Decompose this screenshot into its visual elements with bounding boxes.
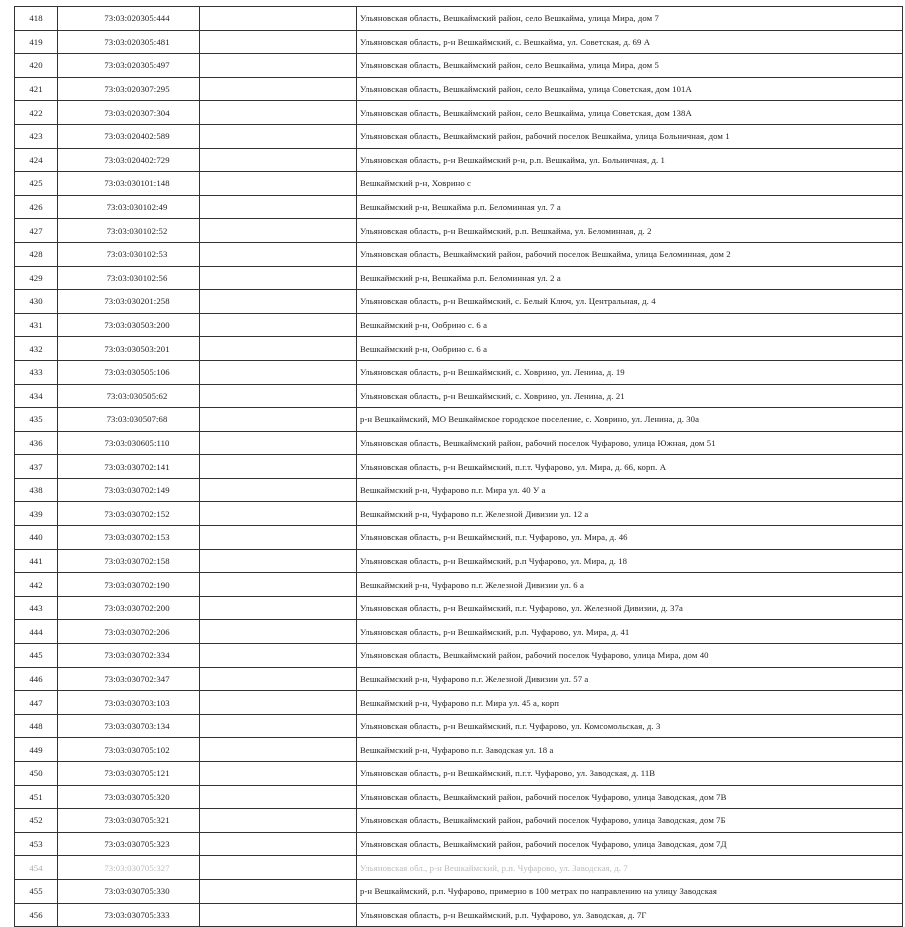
row-number-cell: 422 bbox=[15, 101, 58, 125]
row-number-cell: 429 bbox=[15, 266, 58, 290]
blank-cell bbox=[200, 148, 357, 172]
cadastral-number-cell: 73:03:030702:206 bbox=[58, 620, 200, 644]
row-number-cell: 450 bbox=[15, 762, 58, 786]
address-cell: Ульяновская область, Вешкаймский район, рабочий поселок Чуфарово, улица Южная, дом 51 bbox=[357, 431, 903, 455]
address-cell: Вешкаймский р-н, Чуфарово п.г. Железной Дивизии ул. 12 а bbox=[357, 502, 903, 526]
address-cell: Вешкаймский р-н, Чуфарово п.г. Заводская ул. 18 а bbox=[357, 738, 903, 762]
address-cell: Ульяновская область, р-н Вешкаймский, с. Ховрино, ул. Ленина, д. 19 bbox=[357, 360, 903, 384]
cadastral-number-cell: 73:03:030702:200 bbox=[58, 596, 200, 620]
cadastral-number-cell: 73:03:030201:258 bbox=[58, 290, 200, 314]
row-number-cell: 428 bbox=[15, 242, 58, 266]
table-row bbox=[15, 54, 903, 78]
row-number-cell: 426 bbox=[15, 195, 58, 219]
table-row bbox=[15, 266, 903, 290]
row-number-cell: 455 bbox=[15, 879, 58, 903]
table-row bbox=[15, 455, 903, 479]
row-number-cell: 449 bbox=[15, 738, 58, 762]
address-cell: Ульяновская область, Вешкаймский район, рабочий поселок Чуфарово, улица Заводская, дом 7Б bbox=[357, 809, 903, 833]
table-row bbox=[15, 148, 903, 172]
address-cell: р-н Вешкаймский, р.п. Чуфарово, примерно в 100 метрах по направлению на улицу Заводская bbox=[357, 879, 903, 903]
row-number-cell: 442 bbox=[15, 573, 58, 597]
row-number-cell: 445 bbox=[15, 644, 58, 668]
row-number-cell: 436 bbox=[15, 431, 58, 455]
blank-cell bbox=[200, 691, 357, 715]
blank-cell bbox=[200, 549, 357, 573]
row-number-cell: 431 bbox=[15, 313, 58, 337]
blank-cell bbox=[200, 313, 357, 337]
table-row bbox=[15, 667, 903, 691]
cadastral-number-cell: 73:03:020305:481 bbox=[58, 30, 200, 54]
table-row bbox=[15, 101, 903, 125]
table-row bbox=[15, 832, 903, 856]
cadastral-number-cell: 73:03:030102:52 bbox=[58, 219, 200, 243]
address-cell: Ульяновская обл., р-н Вешкаймский, р.п. Чуфарово, ул. Заводская, д. 7 bbox=[357, 856, 903, 880]
row-number-cell: 440 bbox=[15, 526, 58, 550]
blank-cell bbox=[200, 809, 357, 833]
blank-cell bbox=[200, 502, 357, 526]
table-row bbox=[15, 573, 903, 597]
blank-cell bbox=[200, 172, 357, 196]
address-cell: Ульяновская область, Вешкаймский район, село Вешкайма, улица Мира, дом 7 bbox=[357, 7, 903, 31]
blank-cell bbox=[200, 455, 357, 479]
address-cell: Ульяновская область, Вешкаймский район, рабочий поселок Вешкайма, улица Беломинная, дом 2 bbox=[357, 242, 903, 266]
blank-cell bbox=[200, 667, 357, 691]
table-row bbox=[15, 313, 903, 337]
blank-cell bbox=[200, 266, 357, 290]
blank-cell bbox=[200, 644, 357, 668]
blank-cell bbox=[200, 903, 357, 927]
row-number-cell: 437 bbox=[15, 455, 58, 479]
blank-cell bbox=[200, 431, 357, 455]
blank-cell bbox=[200, 738, 357, 762]
cadastral-number-cell: 73:03:030705:323 bbox=[58, 832, 200, 856]
cadastral-number-cell: 73:03:030101:148 bbox=[58, 172, 200, 196]
table-row bbox=[15, 124, 903, 148]
cadastral-number-cell: 73:03:030703:103 bbox=[58, 691, 200, 715]
cadastral-number-cell: 73:03:030702:153 bbox=[58, 526, 200, 550]
row-number-cell: 434 bbox=[15, 384, 58, 408]
blank-cell bbox=[200, 526, 357, 550]
table-row bbox=[15, 408, 903, 432]
row-number-cell: 451 bbox=[15, 785, 58, 809]
address-cell: Ульяновская область, р-н Вешкаймский, п.г. Чуфарово, ул. Мира, д. 46 bbox=[357, 526, 903, 550]
table-row bbox=[15, 77, 903, 101]
blank-cell bbox=[200, 242, 357, 266]
cadastral-number-cell: 73:03:030702:347 bbox=[58, 667, 200, 691]
row-number-cell: 423 bbox=[15, 124, 58, 148]
cadastral-number-cell: 73:03:030702:152 bbox=[58, 502, 200, 526]
row-number-cell: 420 bbox=[15, 54, 58, 78]
table-row bbox=[15, 360, 903, 384]
cadastral-number-cell: 73:03:030702:141 bbox=[58, 455, 200, 479]
cadastral-number-cell: 73:03:020402:729 bbox=[58, 148, 200, 172]
table-row bbox=[15, 762, 903, 786]
row-number-cell: 439 bbox=[15, 502, 58, 526]
cadastral-number-cell: 73:03:030702:334 bbox=[58, 644, 200, 668]
address-cell: Ульяновская область, Вешкаймский район, рабочий поселок Чуфарово, улица Заводская, дом 7Д bbox=[357, 832, 903, 856]
cadastral-number-cell: 73:03:030507:68 bbox=[58, 408, 200, 432]
table-row bbox=[15, 596, 903, 620]
address-cell: Вешкаймский р-н, Вешкайма р.п. Беломинная ул. 7 а bbox=[357, 195, 903, 219]
table-row bbox=[15, 337, 903, 361]
cadastral-number-cell: 73:03:030705:102 bbox=[58, 738, 200, 762]
cadastral-number-cell: 73:03:020305:444 bbox=[58, 7, 200, 31]
address-cell: Ульяновская область, р-н Вешкаймский, п.г.т. Чуфарово, ул. Заводская, д. 11В bbox=[357, 762, 903, 786]
address-cell: р-н Вешкаймский, МО Вешкаймское городское поселение, с. Ховрино, ул. Ленина, д. 30а bbox=[357, 408, 903, 432]
blank-cell bbox=[200, 54, 357, 78]
cadastral-number-cell: 73:03:030503:200 bbox=[58, 313, 200, 337]
address-cell: Ульяновская область, р-н Вешкаймский, с. Белый Ключ, ул. Центральная, д. 4 bbox=[357, 290, 903, 314]
cadastral-number-cell: 73:03:030505:106 bbox=[58, 360, 200, 384]
row-number-cell: 427 bbox=[15, 219, 58, 243]
cadastral-number-cell: 73:03:030705:330 bbox=[58, 879, 200, 903]
address-cell: Ульяновская область, Вешкаймский район, рабочий поселок Вешкайма, улица Больничная, дом 1 bbox=[357, 124, 903, 148]
cadastral-number-cell: 73:03:030705:320 bbox=[58, 785, 200, 809]
table-row bbox=[15, 691, 903, 715]
row-number-cell: 452 bbox=[15, 809, 58, 833]
cadastral-number-cell: 73:03:030702:158 bbox=[58, 549, 200, 573]
address-cell: Ульяновская область, Вешкаймский район, село Вешкайма, улица Советская, дом 138А bbox=[357, 101, 903, 125]
address-cell: Вешкаймский р-н, Вешкайма р.п. Беломинная ул. 2 а bbox=[357, 266, 903, 290]
table-row bbox=[15, 195, 903, 219]
address-cell: Вешкаймский р-н, Ообрино с. 6 а bbox=[357, 313, 903, 337]
address-cell: Ульяновская область, р-н Вешкаймский, р.п. Чуфарово, ул. Мира, д. 41 bbox=[357, 620, 903, 644]
row-number-cell: 424 bbox=[15, 148, 58, 172]
address-cell: Вешкаймский р-н, Ообрино с. 6 а bbox=[357, 337, 903, 361]
table-row bbox=[15, 30, 903, 54]
cadastral-number-cell: 73:03:020307:295 bbox=[58, 77, 200, 101]
blank-cell bbox=[200, 573, 357, 597]
address-cell: Вешкаймский р-н, Чуфарово п.г. Железной Дивизии ул. 57 а bbox=[357, 667, 903, 691]
table-row bbox=[15, 856, 903, 880]
table-row bbox=[15, 526, 903, 550]
cadastral-number-cell: 73:03:030505:62 bbox=[58, 384, 200, 408]
address-table-body bbox=[15, 7, 903, 927]
blank-cell bbox=[200, 478, 357, 502]
cadastral-number-cell: 73:03:030102:53 bbox=[58, 242, 200, 266]
table-row bbox=[15, 549, 903, 573]
table-row bbox=[15, 172, 903, 196]
address-cell: Ульяновская область, р-н Вешкаймский, с. Ховрино, ул. Ленина, д. 21 bbox=[357, 384, 903, 408]
table-row bbox=[15, 242, 903, 266]
table-row bbox=[15, 809, 903, 833]
row-number-cell: 453 bbox=[15, 832, 58, 856]
table-row bbox=[15, 478, 903, 502]
address-cell: Вешкаймский р-н, Ховрино с bbox=[357, 172, 903, 196]
blank-cell bbox=[200, 714, 357, 738]
blank-cell bbox=[200, 856, 357, 880]
table-row bbox=[15, 7, 903, 31]
cadastral-number-cell: 73:03:030702:190 bbox=[58, 573, 200, 597]
blank-cell bbox=[200, 384, 357, 408]
row-number-cell: 446 bbox=[15, 667, 58, 691]
row-number-cell: 430 bbox=[15, 290, 58, 314]
cadastral-number-cell: 73:03:030705:121 bbox=[58, 762, 200, 786]
table-row bbox=[15, 879, 903, 903]
table-row bbox=[15, 290, 903, 314]
address-cell: Вешкаймский р-н, Чуфарово п.г. Мира ул. 45 а, корп bbox=[357, 691, 903, 715]
blank-cell bbox=[200, 101, 357, 125]
table-row bbox=[15, 219, 903, 243]
address-cell: Ульяновская область, р-н Вешкаймский, р.п Чуфарово, ул. Мира, д. 18 bbox=[357, 549, 903, 573]
address-cell: Ульяновская область, р-н Вешкаймский, п.г. Чуфарово, ул. Комсомольская, д. 3 bbox=[357, 714, 903, 738]
blank-cell bbox=[200, 832, 357, 856]
table-row bbox=[15, 785, 903, 809]
address-cell: Ульяновская область, Вешкаймский район, село Вешкайма, улица Мира, дом 5 bbox=[357, 54, 903, 78]
address-cell: Ульяновская область, р-н Вешкаймский, с. Вешкайма, ул. Советская, д. 69 А bbox=[357, 30, 903, 54]
cadastral-number-cell: 73:03:030705:321 bbox=[58, 809, 200, 833]
cadastral-number-cell: 73:03:030705:333 bbox=[58, 903, 200, 927]
row-number-cell: 425 bbox=[15, 172, 58, 196]
blank-cell bbox=[200, 337, 357, 361]
address-cell: Ульяновская область, р-н Вешкаймский, п.г.т. Чуфарово, ул. Мира, д. 66, корп. А bbox=[357, 455, 903, 479]
blank-cell bbox=[200, 596, 357, 620]
table-row bbox=[15, 384, 903, 408]
table-row bbox=[15, 502, 903, 526]
cadastral-number-cell: 73:03:030102:56 bbox=[58, 266, 200, 290]
address-cell: Ульяновская область, Вешкаймский район, рабочий поселок Чуфарово, улица Мира, дом 40 bbox=[357, 644, 903, 668]
blank-cell bbox=[200, 195, 357, 219]
cadastral-number-cell: 73:03:020402:589 bbox=[58, 124, 200, 148]
cadastral-number-cell: 73:03:020307:304 bbox=[58, 101, 200, 125]
address-cell: Вешкаймский р-н, Чуфарово п.г. Железной Дивизии ул. 6 а bbox=[357, 573, 903, 597]
address-cell: Ульяновская область, р-н Вешкаймский, п.г. Чуфарово, ул. Железной Дивизии, д. 37а bbox=[357, 596, 903, 620]
table-row bbox=[15, 714, 903, 738]
row-number-cell: 419 bbox=[15, 30, 58, 54]
row-number-cell: 432 bbox=[15, 337, 58, 361]
blank-cell bbox=[200, 408, 357, 432]
blank-cell bbox=[200, 290, 357, 314]
row-number-cell: 438 bbox=[15, 478, 58, 502]
cadastral-number-cell: 73:03:030705:327 bbox=[58, 856, 200, 880]
row-number-cell: 433 bbox=[15, 360, 58, 384]
blank-cell bbox=[200, 30, 357, 54]
row-number-cell: 454 bbox=[15, 856, 58, 880]
blank-cell bbox=[200, 762, 357, 786]
cadastral-number-cell: 73:03:030102:49 bbox=[58, 195, 200, 219]
cadastral-number-cell: 73:03:030503:201 bbox=[58, 337, 200, 361]
address-cell: Ульяновская область, Вешкаймский район, село Вешкайма, улица Советская, дом 101А bbox=[357, 77, 903, 101]
row-number-cell: 418 bbox=[15, 7, 58, 31]
row-number-cell: 456 bbox=[15, 903, 58, 927]
cadastral-number-cell: 73:03:030702:149 bbox=[58, 478, 200, 502]
table-row bbox=[15, 903, 903, 927]
blank-cell bbox=[200, 360, 357, 384]
table-row bbox=[15, 644, 903, 668]
blank-cell bbox=[200, 77, 357, 101]
row-number-cell: 441 bbox=[15, 549, 58, 573]
address-cell: Ульяновская область, р-н Вешкаймский р-н, р.п. Вешкайма, ул. Больничная, д. 1 bbox=[357, 148, 903, 172]
row-number-cell: 447 bbox=[15, 691, 58, 715]
row-number-cell: 448 bbox=[15, 714, 58, 738]
table-row bbox=[15, 738, 903, 762]
row-number-cell: 421 bbox=[15, 77, 58, 101]
blank-cell bbox=[200, 7, 357, 31]
address-cell: Вешкаймский р-н, Чуфарово п.г. Мира ул. 40 У а bbox=[357, 478, 903, 502]
blank-cell bbox=[200, 219, 357, 243]
blank-cell bbox=[200, 879, 357, 903]
blank-cell bbox=[200, 785, 357, 809]
address-cell: Ульяновская область, р-н Вешкаймский, р.п. Вешкайма, ул. Беломинная, д. 2 bbox=[357, 219, 903, 243]
address-table bbox=[14, 6, 903, 927]
address-cell: Ульяновская область, р-н Вешкаймский, р.п. Чуфарово, ул. Заводская, д. 7Г bbox=[357, 903, 903, 927]
row-number-cell: 444 bbox=[15, 620, 58, 644]
row-number-cell: 443 bbox=[15, 596, 58, 620]
address-cell: Ульяновская область, Вешкаймский район, рабочий поселок Чуфарово, улица Заводская, дом 7В bbox=[357, 785, 903, 809]
cadastral-number-cell: 73:03:030605:110 bbox=[58, 431, 200, 455]
blank-cell bbox=[200, 124, 357, 148]
row-number-cell: 435 bbox=[15, 408, 58, 432]
cadastral-number-cell: 73:03:020305:497 bbox=[58, 54, 200, 78]
cadastral-number-cell: 73:03:030703:134 bbox=[58, 714, 200, 738]
table-row bbox=[15, 431, 903, 455]
